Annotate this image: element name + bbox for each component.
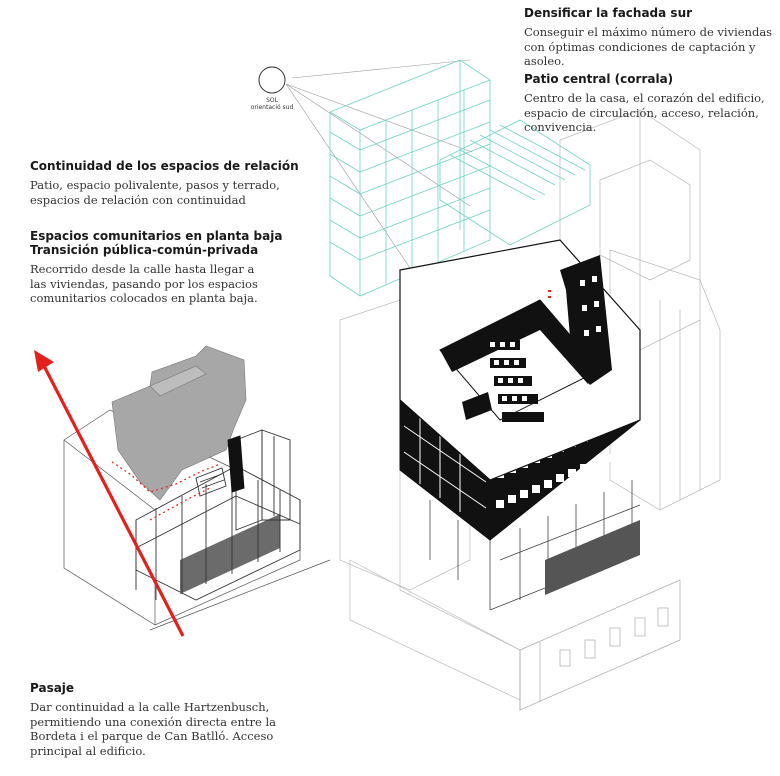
pasaje-title: Pasaje [30,681,75,695]
patio-body: Centro de la casa, el corazón del edificio, espacio de circulación, acceso, relación, convivencia. [524,91,765,134]
patio-title: Patio central (corrala) [524,72,674,86]
pasaje-body: Dar continuidad a la calle Hartzenbusch, permitiendo una conexión directa entre la Bordeta i el parque de Can Batlló. Acceso principal al edificio. [30,700,276,758]
comunitarios-body: Recorrido desde la calle hasta llegar a las viviendas, pasando por los espacios comunitarios colocados en planta baja. [30,262,258,305]
sun-icon [259,67,285,93]
street-facade-ghost [520,580,680,710]
fachada-title: Densificar la fachada sur [524,6,693,20]
comunitarios-title-2: Transición pública-común-privada [30,243,259,257]
sun-label: SOL [266,97,278,104]
sun-rays [286,60,472,268]
continuidad-title: Continuidad de los espacios de relación [30,159,299,173]
sun-sublabel: orientació sud [250,104,294,111]
continuidad-body: Patio, espacio polivalente, pasos y terrado, espacios de relación con continuidad [30,178,280,207]
fachada-body: Conseguir el máximo número de viviendas con óptimas condiciones de captación y asoleo. [524,25,773,68]
comunitarios-title: Espacios comunitarios en planta baja [30,229,283,243]
